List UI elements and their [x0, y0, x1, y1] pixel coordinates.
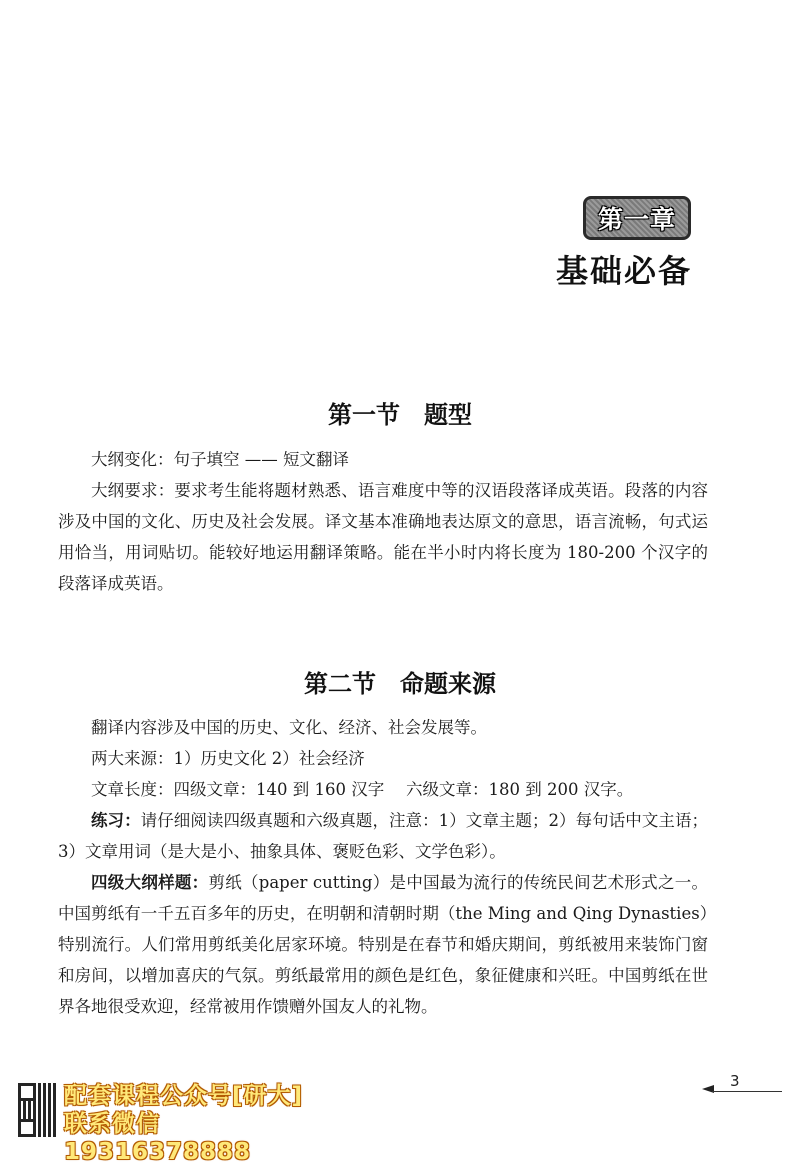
chapter-title: 基础必备 [555, 252, 692, 290]
watermark-line-2: 联系微信19316378888 [64, 1111, 252, 1165]
chapter-badge-label: 第一章 [597, 205, 676, 234]
practice-label: 练习： [91, 811, 141, 830]
section-2-content-scope: 翻译内容涉及中国的历史、文化、经济、社会发展等。 [91, 718, 487, 737]
section-2-title: 第二节 命题来源 [304, 670, 496, 698]
section-2-sources: 两大来源：1）历史文化 2）社会经济 [91, 749, 365, 768]
chapter-badge [583, 196, 691, 240]
watermark-line-1: 配套课程公众号[研大] [64, 1083, 304, 1109]
section-2-practice [58, 805, 708, 867]
qr-code-icon [18, 1083, 58, 1137]
practice-text: 请仔细阅读四级真题和六级真题，注意：1）文章主题；2）每句话中文主语；3）文章用词（是大是小、抽象具体、褒贬色彩、文学色彩）。 [58, 811, 709, 861]
sample-text: 剪纸（paper cutting）是中国最为流行的传统民间艺术形式之一。中国剪纸有一千五百多年的历史，在明朝和清朝时期（the Ming and Qing Dynasties）特别流行。人们常用剪纸美化居家环境。特别是在春节和婚庆期间，剪纸被用来装饰门窗和房间，以增加喜庆的气氛。剪纸最常用的颜色是红色，象征健康和兴旺。中国剪纸在世界各地很受欢迎，经常被用作馈赠外国友人的礼物。 [58, 873, 708, 1016]
sample-label: 四级大纲样题： [91, 873, 209, 892]
section-1-outline-requirement: 大纲要求：要求考生能将题材熟悉、语言难度中等的汉语段落译成英语。段落的内容涉及中国的文化、历史及社会发展。译文基本准确地表达原文的意思，语言流畅，句式运用恰当，用词贴切。能较好地运用翻译策略。能在半小时内将长度为 180-200 个汉字的段落译成英语。 [58, 481, 708, 593]
section-2-sample [58, 867, 708, 1022]
section-1-title: 第一节 题型 [328, 401, 472, 429]
section-1-outline-change: 大纲变化：句子填空 —— 短文翻译 [91, 450, 349, 469]
page-marker-rule [712, 1091, 782, 1092]
section-2-length: 文章长度：四级文章：140 到 160 汉字 六级文章：180 到 200 汉字。 [91, 780, 634, 799]
page-number: 3 [730, 1072, 740, 1090]
watermark [64, 1082, 314, 1166]
